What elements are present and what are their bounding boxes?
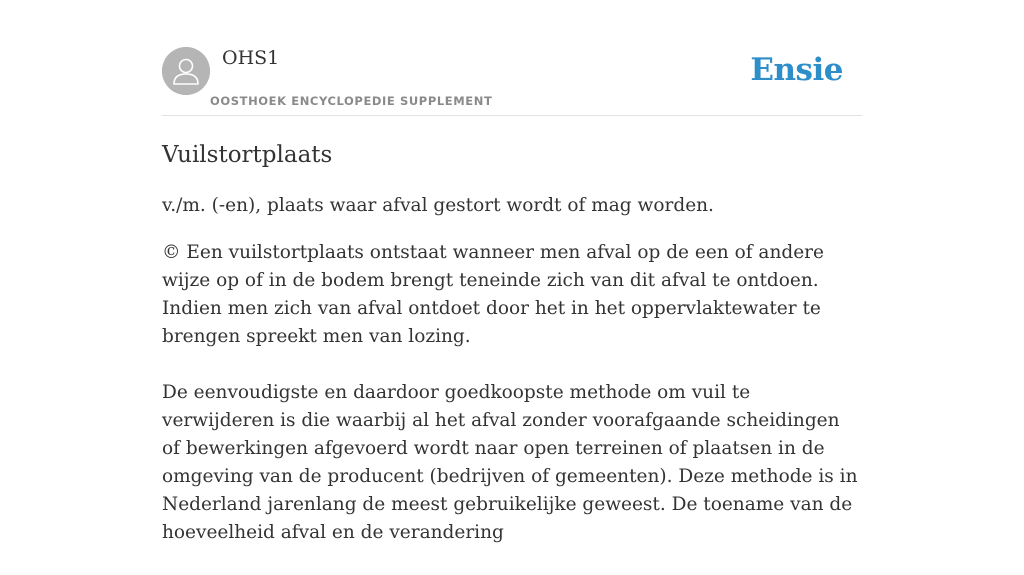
author-name[interactable]: OHS1 (222, 47, 280, 69)
page-title: Vuilstortplaats (162, 142, 333, 168)
body-paragraph: De eenvoudigste en daardoor goedkoopste methode om vuil te verwijderen is die waarbij al het afval zonder voorafgaande scheidingen of bewerkingen afgevoerd wordt naar open terreinen of plaatsen in de omgeving van de producent (bedrijven of gemeenten). Deze methode is in Nederland jarenlang de meest gebruikelijke geweest. De toename van de hoeveelheid afval en de verandering (162, 382, 858, 543)
brand-logo[interactable]: Ensie (750, 52, 843, 88)
entry-page (162, 0, 862, 543)
body-paragraph: © Een vuilstortplaats ontstaat wanneer men afval op de een of andere wijze op of in de bodem brengt teneinde zich van dit afval te ontdoen. Indien men zich van afval ontdoet door het in het oppervlaktewater te brengen spreekt men van lozing. (162, 242, 824, 347)
entry-header (162, 0, 862, 116)
avatar[interactable] (162, 47, 210, 95)
source-label[interactable]: OOSTHOEK ENCYCLOPEDIE SUPPLEMENT (210, 94, 493, 108)
entry-body (162, 239, 862, 575)
entry-definition: v./m. (-en), plaats waar afval gestort wordt of mag worden. (162, 195, 714, 216)
user-icon (162, 47, 210, 95)
